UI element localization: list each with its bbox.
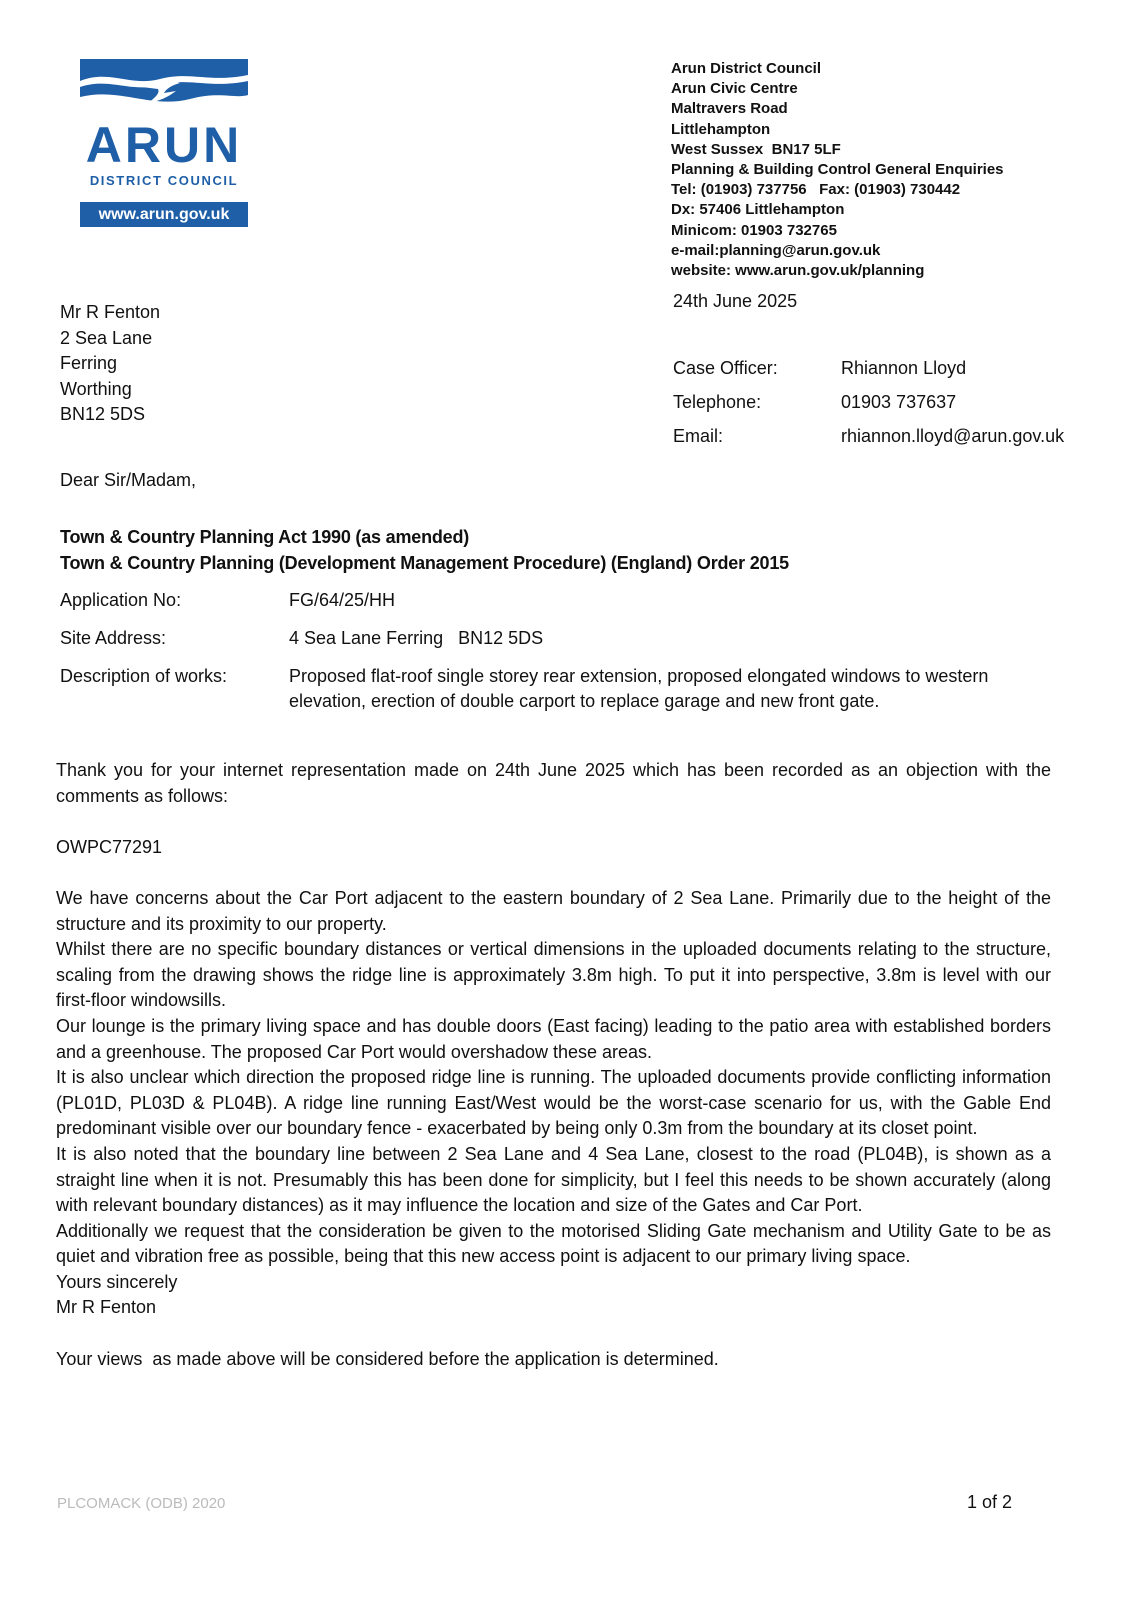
comment-signature: Mr R Fenton xyxy=(56,1297,157,1318)
comment-paragraph: Our lounge is the primary living space and has double doors (East facing) leading to the patio area with established borders and a greenhouse. The proposed Car Port would overshadow these areas. xyxy=(56,1015,1051,1062)
comment-paragraph: We have concerns about the Car Port adjacent to the eastern boundary of 2 Sea Lane. Primarily due to the height of the structure and its proximity to our property. xyxy=(56,887,1051,934)
logo-wave-banner xyxy=(80,59,248,116)
comment-paragraph: It is also unclear which direction the proposed ridge line is running. The uploaded documents provide conflicting information (PL01D, PL03D & PL04B). A ridge line running East/West would be the worst-case scenario for us, with the Gable End predominant visible over our boundary fence - exacerbated by being only 0.3m from the boundary at its closet point. xyxy=(56,1067,1051,1139)
page-number: 1 of 2 xyxy=(967,1492,1013,1512)
telephone-label: Telephone: xyxy=(673,391,762,412)
recipient-line: Ferring xyxy=(60,353,118,373)
intro-paragraph: Thank you for your internet representation made on 24th June 2025 which has been recorded as an objection with the comments as follows: xyxy=(56,760,1051,806)
council-address-line: Planning & Building Control General Enquiries xyxy=(671,161,1004,179)
council-email-link[interactable]: e-mail:planning@arun.gov.uk xyxy=(671,241,881,259)
email-link[interactable]: rhiannon.lloyd@arun.gov.uk xyxy=(841,425,1065,446)
site-address-label: Site Address: xyxy=(60,628,167,648)
logo-wordmark: ARUN xyxy=(85,117,243,173)
case-officer-label: Case Officer: xyxy=(673,357,778,378)
footer-reference: PLCOMACK (ODB) 2020 xyxy=(57,1495,226,1512)
site-address-value: 4 Sea Lane Ferring BN12 5DS xyxy=(289,628,544,648)
council-address-line: Littlehampton xyxy=(671,120,771,138)
recipient-line: Mr R Fenton xyxy=(60,302,161,322)
recipient-line: Worthing xyxy=(60,378,132,399)
letter-date: 24th June 2025 xyxy=(673,291,798,311)
email-label: Email: xyxy=(673,425,724,446)
council-address-line: West Sussex BN17 5LF xyxy=(671,140,841,158)
comment-paragraph: Additionally we request that the consideration be given to the motorised Sliding Gate mechanism and Utility Gate to be as quiet and vibration free as possible, being that this new access point is adjacent to our primary living space. xyxy=(56,1220,1051,1267)
comment-paragraph: Whilst there are no specific boundary distances or vertical dimensions in the uploaded documents relating to the structure, scaling from the drawing shows the ridge line is approximately 3.8m high. To put it into perspective, 3.8m is level with our first-floor windowsills. xyxy=(56,939,1051,1011)
comment-paragraph: It is also noted that the boundary line between 2 Sea Lane and 4 Sea Lane, closest to the road (PL04B), is shown as a straight line when it is not. Presumably this has been done for simplicity, but I feel this needs to be shown accurately (along with relevant boundary distances) as it may influence the location and size of the Gates and Car Port. xyxy=(56,1143,1051,1216)
order-title: Town & Country Planning (Development Management Procedure) (England) Order 2015 xyxy=(60,553,789,573)
application-no-value: FG/64/25/HH xyxy=(289,590,396,610)
description-label: Description of works: xyxy=(60,666,228,686)
council-website-link[interactable]: website: www.arun.gov.uk/planning xyxy=(671,262,925,280)
council-address-line: Minicom: 01903 732765 xyxy=(671,221,837,239)
council-address-line: Arun Civic Centre xyxy=(671,80,798,98)
logo-subtitle: DISTRICT COUNCIL xyxy=(89,173,239,188)
council-address-line: Tel: (01903) 737756 Fax: (01903) 730442 xyxy=(671,181,961,199)
council-address-line: Dx: 57406 Littlehampton xyxy=(671,201,845,219)
reference-number: OWPC77291 xyxy=(56,836,163,857)
council-address-line: Arun District Council xyxy=(671,60,822,77)
case-officer-value: Rhiannon Lloyd xyxy=(841,357,967,378)
telephone-value: 01903 737637 xyxy=(841,391,957,412)
logo-url: www.arun.gov.uk xyxy=(80,202,248,227)
comment-signoff: Yours sincerely xyxy=(56,1271,178,1292)
salutation: Dear Sir/Madam, xyxy=(60,470,197,490)
legislation-heading xyxy=(60,524,789,576)
council-address xyxy=(671,59,1004,281)
arun-logo xyxy=(80,59,248,227)
recipient-line: 2 Sea Lane xyxy=(60,327,153,348)
description-value: Proposed flat-roof single storey rear extension, proposed elongated windows to western elevation, erection of double carport to replace garage and new front gate. xyxy=(289,666,989,711)
application-no-label: Application No: xyxy=(60,590,182,610)
council-address-line: Maltravers Road xyxy=(671,100,788,118)
case-officer-details xyxy=(673,351,1064,453)
recipient-line: BN12 5DS xyxy=(60,404,146,424)
closing-paragraph: Your views as made above will be considered before the application is determined. xyxy=(56,1348,719,1369)
recipient-address xyxy=(60,300,160,428)
act-title: Town & Country Planning Act 1990 (as amended) xyxy=(60,527,470,547)
application-details xyxy=(60,588,1049,727)
letter-body xyxy=(56,758,1051,1372)
